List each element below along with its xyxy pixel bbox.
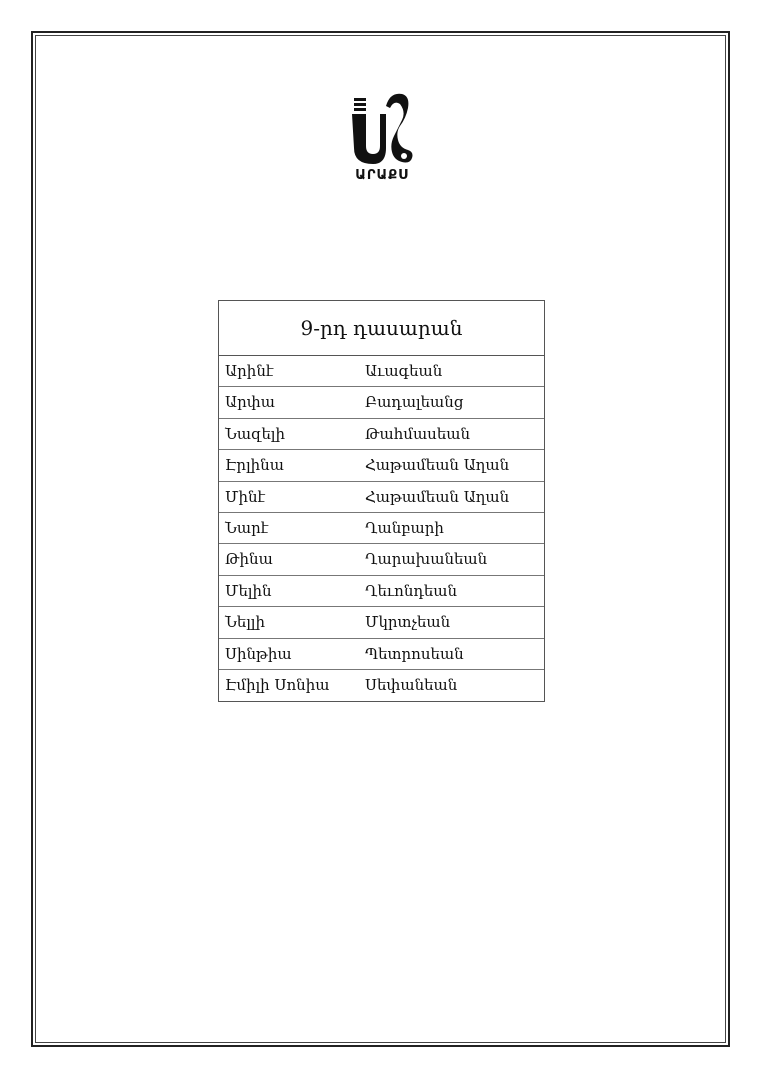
table-row [219,450,544,481]
last-name-cell: Բադալեանց [365,393,464,412]
table-row [219,544,544,575]
table-row [219,387,544,418]
first-name-cell: Թինա [225,550,273,569]
logo-wordmark: ԱՐԱՔՍ [355,168,409,183]
last-name-cell: Հաթամեան Աղան [365,456,510,475]
last-name-cell: Ղանբարի [365,518,444,537]
last-name-cell: Ղարախանեան [365,550,488,569]
first-name-cell: Արինէ [225,362,274,380]
first-name-cell: Արփա [225,393,275,412]
first-name-cell: Նարէ [225,518,269,537]
table-row [219,607,544,638]
last-name-cell: Հաթամեան Աղան [365,487,510,506]
first-name-cell: Սինթիա [225,644,292,663]
last-name-cell: Ղեւոնդեան [365,581,458,600]
table-row [219,419,544,450]
table-row [219,670,544,701]
last-name-cell: Թահմասեան [365,424,471,443]
last-name-cell: Աւագեան [365,362,443,380]
first-name-cell: Նազելի [225,424,285,443]
first-name-cell: Մինէ [225,487,266,506]
table-row [219,639,544,670]
table-row [219,576,544,607]
table-row [219,356,544,387]
last-name-cell: Պետրոսեան [365,644,464,663]
first-name-cell: Նելլի [225,613,265,632]
table-row [219,513,544,544]
table-row [219,482,544,513]
first-name-cell: Մելին [225,581,272,600]
last-name-cell: Սեփանեան [365,675,458,694]
roster-title: 9-րդ դասարան [219,301,544,356]
first-name-cell: Էրլինա [225,456,284,475]
last-name-cell: Մկրտչեան [365,613,451,632]
class-roster-table [218,300,545,702]
first-name-cell: Էմիլի Սոնիա [225,675,330,694]
